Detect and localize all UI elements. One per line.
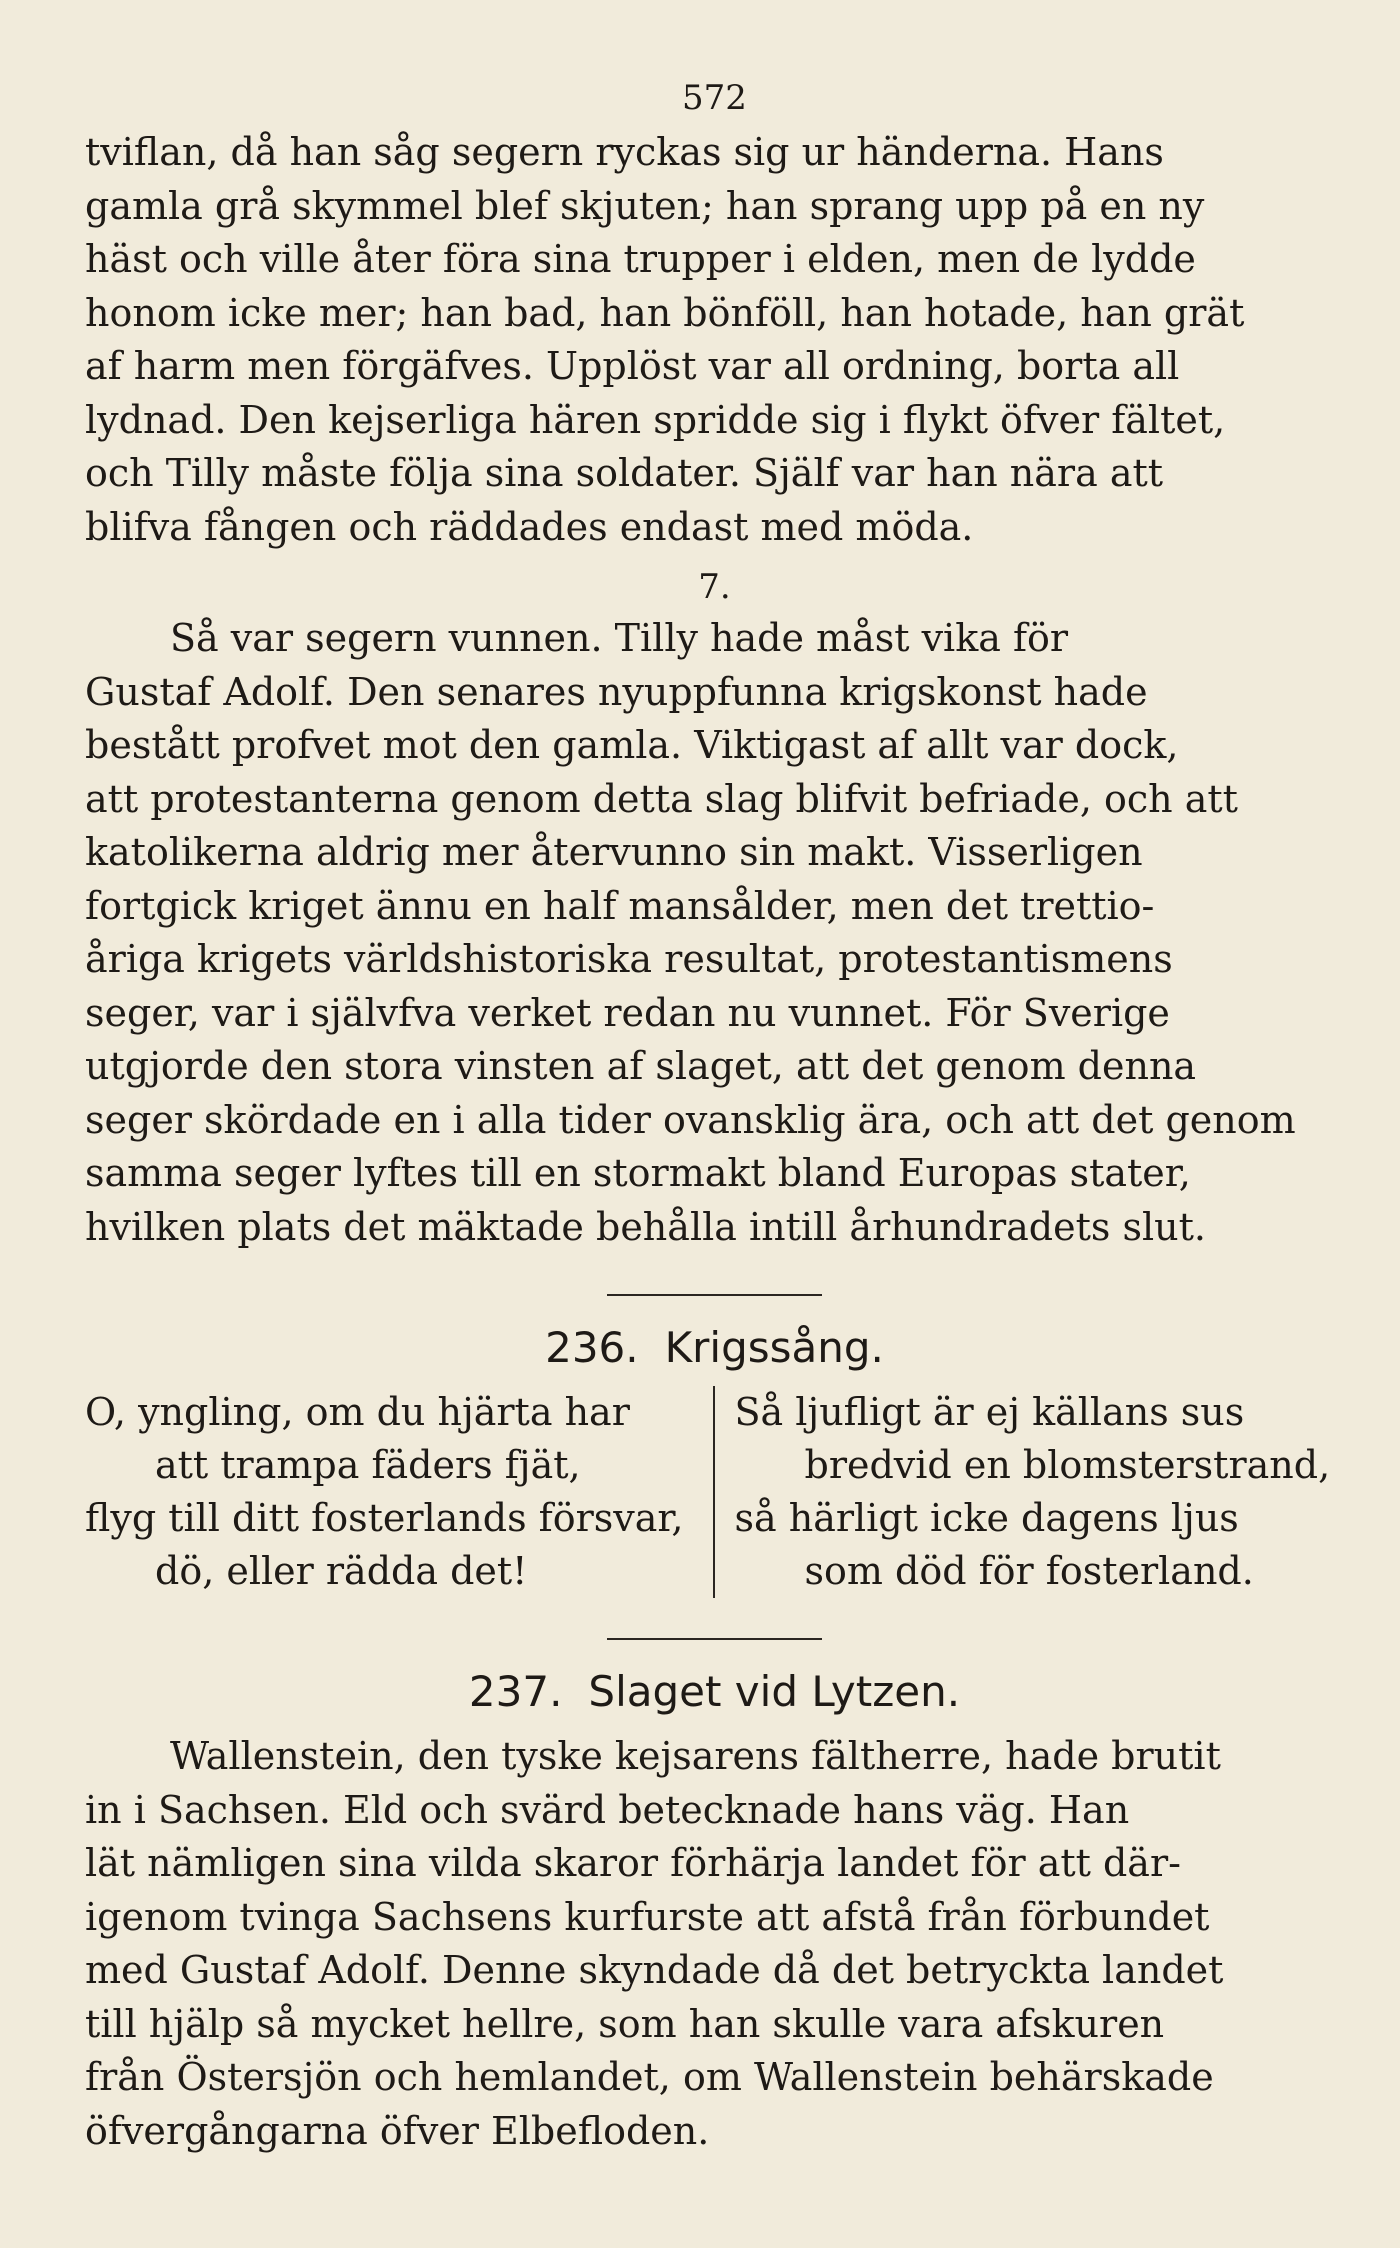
text-line: till hjälp så mycket hellre, som han skulle vara afskuren — [85, 2001, 1165, 2046]
text-line: hvilken plats det mäktade behålla intill århundradets slut. — [85, 1204, 1206, 1249]
text-line: honom icke mer; han bad, han bönföll, han hotade, han grät — [85, 290, 1245, 335]
chapter-title: Slaget vid Lytzen. — [588, 1667, 961, 1716]
text-line: utgjorde den stora vinsten af slaget, att det genom denna — [85, 1044, 1197, 1088]
verse-line: Så ljufligt är ej källans sus — [734, 1390, 1245, 1434]
text-line: åriga krigets världshistoriska resultat, protestantismens — [85, 937, 1173, 981]
text-line: af harm men förgäfves. Upplöst var all ordning, borta all — [85, 344, 1180, 388]
chapter-236-heading — [85, 1320, 1344, 1376]
text-line: att protestanterna genom detta slag blifvit befriade, och att — [85, 776, 1238, 821]
chapter-title: Krigssång. — [664, 1323, 884, 1372]
poem-stanza-right — [713, 1386, 1345, 1598]
verse-line: så härligt icke dagens ljus — [734, 1496, 1239, 1540]
text-line: häst och ville åter föra sina trupper i elden, men de lydde — [85, 237, 1196, 281]
text-line: bestått profvet mot den gamla. Viktigast af allt var dock, — [85, 723, 1179, 767]
text-line: tviflan, då han såg segern ryckas sig ur händerna. Hans — [85, 130, 1164, 174]
text-line: seger skördade en i alla tider ovansklig ära, och att det genom — [85, 1097, 1296, 1142]
text-line: med Gustaf Adolf. Denne skyndade då det betryckta landet — [85, 1948, 1224, 1992]
verse-line: dö, eller rädda det! — [155, 1549, 528, 1593]
text-line: samma seger lyftes till en stormakt bland Europas stater, — [85, 1151, 1191, 1195]
text-line: öfvergångarna öfver Elbefloden. — [85, 2108, 710, 2153]
text-line: gamla grå skymmel blef skjuten; han sprang upp på en ny — [85, 183, 1205, 228]
text-line: Wallenstein, den tyske kejsarens fältherre, hade brutit — [170, 1734, 1221, 1778]
poem-stanza-left — [85, 1386, 713, 1598]
text-line: Så var segern vunnen. Tilly hade måst vika för — [170, 616, 1069, 660]
text-line: katolikerna aldrig mer återvunno sin makt. Visserligen — [85, 830, 1143, 874]
section1-paragraph — [85, 126, 1344, 554]
text-line: igenom tvinga Sachsens kurfurste att afstå från förbundet — [85, 1894, 1210, 1939]
chapter-number: 236. — [545, 1323, 639, 1372]
section-divider — [607, 1638, 822, 1640]
section-number: 7. — [698, 567, 731, 607]
chapter-237-heading — [85, 1664, 1344, 1720]
text-line: från Östersjön och hemlandet, om Wallenstein behärskade — [85, 2055, 1214, 2099]
text-line: lydnad. Den kejserliga hären spridde sig i flykt öfver fältet, — [85, 397, 1226, 442]
section2-paragraph — [85, 612, 1344, 1254]
section-divider — [607, 1294, 822, 1296]
text-line: Gustaf Adolf. Den senares nyuppfunna krigskonst hade — [85, 669, 1148, 714]
verse-line: flyg till ditt fosterlands försvar, — [85, 1496, 684, 1540]
text-line: lät nämligen sina vilda skaror förhärja landet för att där- — [85, 1841, 1181, 1885]
text-line: seger, var i självfva verket redan nu vunnet. För Sverige — [85, 990, 1170, 1035]
chapter-number: 237. — [468, 1667, 563, 1716]
chapter-237-paragraph — [85, 1730, 1344, 2158]
verse-line: bredvid en blomsterstrand, — [804, 1443, 1331, 1487]
poem — [85, 1386, 1344, 1598]
page-number: 572 — [682, 78, 747, 118]
verse-line: O, yngling, om du hjärta har — [85, 1390, 630, 1434]
verse-line: att trampa fäders fjät, — [155, 1443, 581, 1487]
text-line: och Tilly måste följa sina soldater. Själf var han nära att — [85, 451, 1164, 495]
verse-line: som död för fosterland. — [804, 1549, 1254, 1593]
text-line: blifva fången och räddades endast med möda. — [85, 504, 974, 549]
text-line: fortgick kriget ännu en half mansålder, men det trettio- — [85, 883, 1155, 928]
text-line: in i Sachsen. Eld och svärd betecknade hans väg. Han — [85, 1787, 1130, 1832]
